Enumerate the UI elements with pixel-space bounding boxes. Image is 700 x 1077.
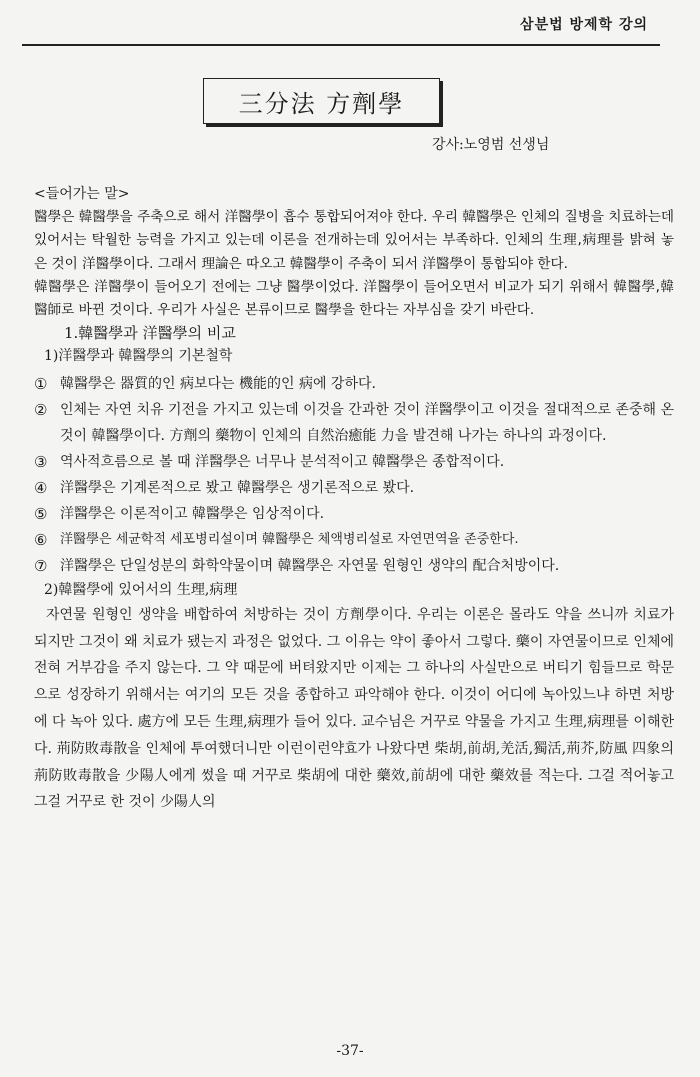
list-item xyxy=(34,501,674,527)
page-number: -37- xyxy=(336,1043,364,1059)
list-item xyxy=(34,553,674,579)
list-number: ① xyxy=(34,374,48,393)
intro-paragraph: 醫學은 韓醫學을 주축으로 해서 洋醫學이 흡수 통합되어져야 한다. 우리 韓醫學은 인체의 질병을 치료하는데 있어서는 탁월한 능력을 가지고 있는데 이론을 전개하는데 있어서는 부족하다. 인체의 生理,病理를 밝혀 놓은 것이 洋醫學이다. 그래서 理論은 따오고 韓醫學이 주축이 되서 洋醫學이 통합되야 한다. xyxy=(34,209,674,272)
intro-paragraph: 韓醫學은 洋醫學이 들어오기 전에는 그냥 醫學이었다. 洋醫學이 들어오면서 비교가 되기 위해서 韓醫學,韓醫師로 바뀐 것이다. 우리가 사실은 본류이므로 醫學을 한다는 자부심을 갖기 바란다. xyxy=(34,278,674,319)
section-heading: 1.韓醫學과 洋醫學의 비교 xyxy=(64,324,236,343)
intro-label: <들어가는 말> xyxy=(34,186,130,202)
document-title: 三分法 方劑學 xyxy=(203,78,440,124)
header-rule xyxy=(22,44,660,46)
lecturer-credit: 강사:노영범 선생님 xyxy=(432,137,550,153)
list-item xyxy=(34,475,674,501)
running-header: 삼분법 방제학 강의 xyxy=(520,17,648,33)
list-number: ③ xyxy=(34,452,48,471)
list-number: ④ xyxy=(34,478,48,497)
subsection-heading: 1)洋醫學과 韓醫學의 기본철학 xyxy=(44,348,233,365)
list-number: ⑥ xyxy=(34,530,48,549)
list-item xyxy=(34,371,674,397)
list-text: 洋醫學은 기계론적으로 봤고 韓醫學은 생기론적으로 봤다. xyxy=(60,479,415,496)
list-text: 인체는 자연 치유 기전을 가지고 있는데 이것을 간과한 것이 洋醫學이고 이것을 절대적으로 존중해 온 것이 韓醫學이다. 方劑의 藥物이 인체의 自然治癒能 力을 발견해 나가는 하나의 과정이다. xyxy=(60,401,674,444)
list-number: ② xyxy=(34,400,48,419)
list-item xyxy=(34,397,674,449)
list-item xyxy=(34,527,674,553)
list-number: ⑦ xyxy=(34,556,48,575)
list-item xyxy=(34,449,674,475)
list-number: ⑤ xyxy=(34,504,48,523)
list-text: 洋醫學은 세균학적 세포병리설이며 韓醫學은 체액병리설로 자연면역을 존중한다. xyxy=(60,531,519,547)
body-paragraph: 자연물 원형인 생약을 배합하여 처방하는 것이 方劑學이다. 우리는 이론은 몰라도 약을 쓰니까 치료가 되지만 그것이 왜 치료가 됐는지 과정은 없었다. 그 이유는 약이 좋아서 그렇다. 藥이 자연물이므로 인체에 전혀 거부감을 주지 않는다. 그 약 때문에 버텨왔지만 이제는 그 하나의 사실만으로 버티기 힘들므로 학문으로 성장하기 위해서는 여기의 모든 것을 종합하고 파악해야 한다. 이것이 어디에 녹아있느냐 하면 처방에 다 녹아 있다. 處方에 모든 生理,病理가 들어 있다. 교수님은 거꾸로 약물을 가지고 生理,病理를 이해한다. 荊防敗毒散을 인체에 투여했더니만 이런이런약효가 나왔다면 柴胡,前胡,羌活,獨活,荊芥,防風 四象의 荊防敗毒散을 少陽人에게 썼을 때 거꾸로 柴胡에 대한 藥效,前胡에 대한 藥效를 적는다. 그걸 적어놓고 그걸 거꾸로 한 것이 少陽人의 xyxy=(34,606,674,811)
comparison-list xyxy=(34,371,674,579)
list-text: 洋醫學은 이론적이고 韓醫學은 임상적이다. xyxy=(60,505,325,522)
list-text: 韓醫學은 器質的인 病보다는 機能的인 病에 강하다. xyxy=(60,375,376,392)
subsection-heading: 2)韓醫學에 있어서의 生理,病理 xyxy=(44,581,238,598)
intro-section xyxy=(34,206,674,322)
document-body xyxy=(34,183,674,816)
list-text: 역사적흐름으로 볼 때 洋醫學은 너무나 분석적이고 韓醫學은 종합적이다. xyxy=(60,453,505,470)
list-text: 洋醫學은 단일성분의 화학약물이며 韓醫學은 자연물 원형인 생약의 配合처방이다. xyxy=(60,557,560,574)
